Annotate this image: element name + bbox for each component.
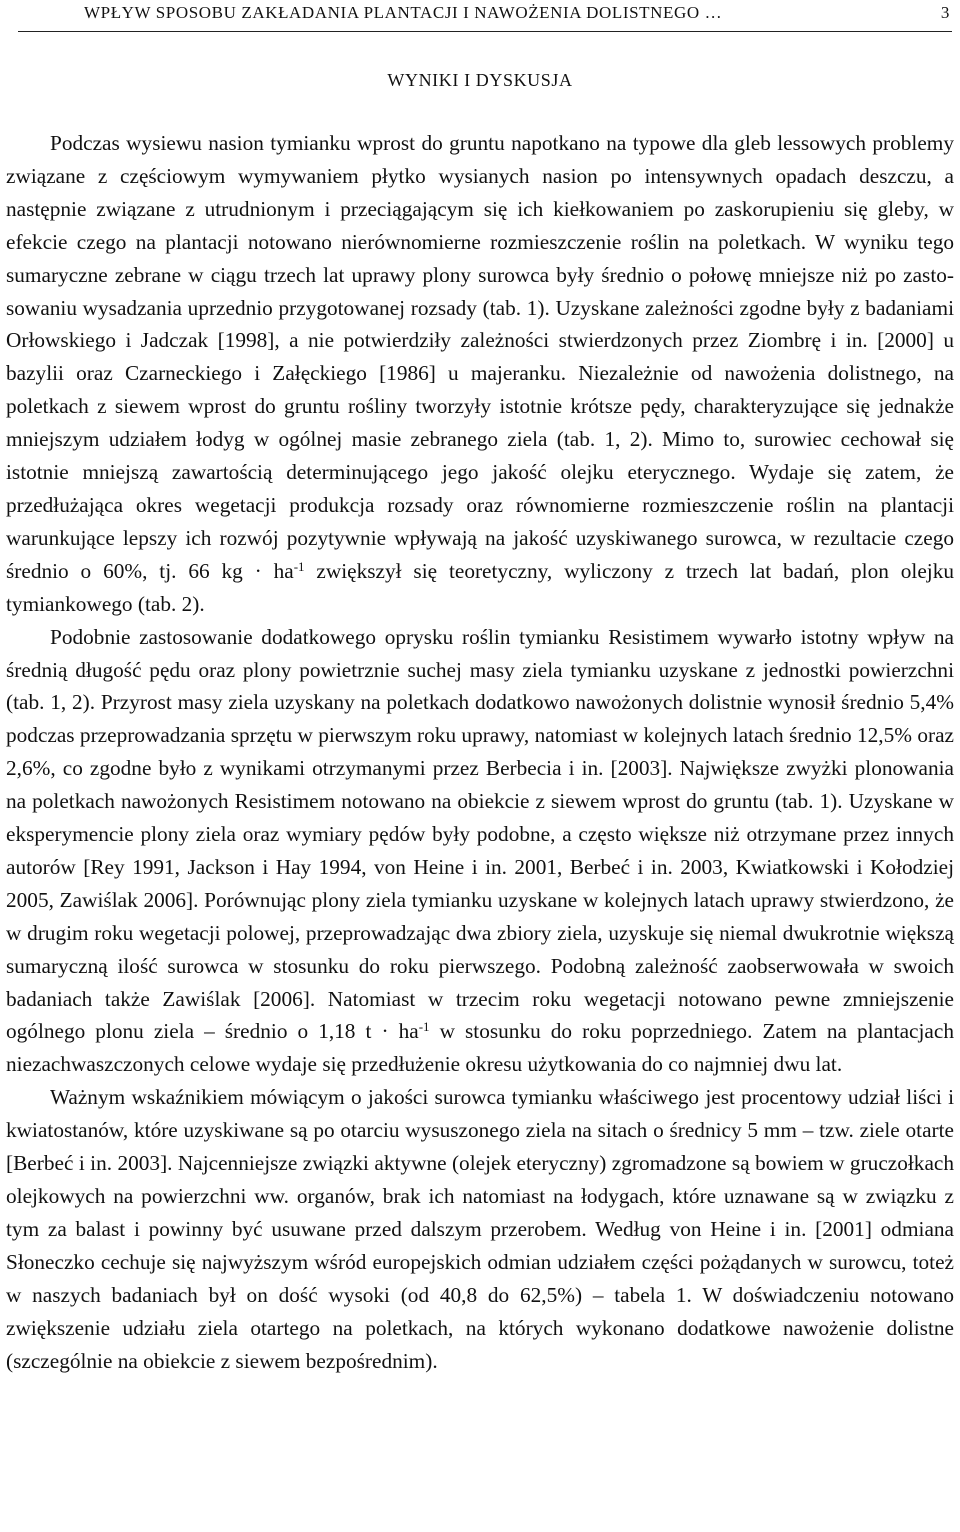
paragraph-2 bbox=[6, 621, 954, 1082]
paragraph-2-text-end: w stosunku do roku poprzedniego. Zatem na plantacjach niezachwaszczonych celowe wydaje się przedłużenie okresu użytkowania do co najmniej dwu lat. bbox=[6, 1019, 954, 1077]
paragraph-2-text: Podobnie zastosowanie dodatkowego oprysku roślin tymianku Resistimem wywarło istotny wpływ na średnią długość pędu oraz plony powietrznie suchej masy ziela tymianku uzyskane z jednostki powierzchni (tab. 1, 2). Przyrost masy ziela uzyskany na poletkach dodatkowo nawożonych dolistnie wynosił średnio 5,4% podczas przeprowadzania sprzętu w pierwszym roku uprawy, natomiast w kolejnych latach średnio 12,5% oraz 2,6%, co zgodne było z wynikami otrzymanymi przez Berbecia i in. [2003]. Największe zwyżki plonowania na poletkach nawożonych Resistimem notowano na obiekcie z siewem wprost do gruntu (tab. 1). Uzyskane w eksperymencie plony ziela oraz wymiary pędów były podobne, a często większe niż otrzymane przez innych autorów [Rey 1991, Jackson i Hay 1994, von Heine i in. 2001, Berbeć i in. 2003, Kwiatkowski i Kołodziej 2005, Zawiślak 2006]. Porównując plony ziela tymianku uzyskane w kolejnych latach uprawy stwierdzono, że w drugim roku wegetacji polowej, przeprowadzając dwa zbiory ziela, uzyskuje się niemal dwukrotnie większą sumaryczną ilość surowca w stosunku do roku pierwszego. Podobną zależność zaobserwowała w swoich badaniach także Zawiślak [2006]. Natomiast w trzecim roku wegetacji notowano pewne zmniejszenie ogólnego plonu ziela – średnio o 1,18 t · ha bbox=[6, 624, 954, 1044]
running-header-title: WPŁYW SPOSOBU ZAKŁADANIA PLANTACJI I NAWOŻENIA DOLISTNEGO … bbox=[84, 3, 723, 22]
paragraph-1-text-end: zwiększył się teoretyczny, wyliczony z trzech lat badań, plon olejku tymiankowego (tab. 2). bbox=[6, 558, 954, 616]
paragraph-3-text: Ważnym wskaźnikiem mówiącym o jakości surowca tymianku właściwego jest procentowy udział liści i kwiatostanów, które uzyskiwane są po otarciu wysuszonego ziela na sitach o średnicy 5 mm – tzw. ziele otarte [Berbeć i in. 2003]. Najcenniejsze związki aktywne (olejek eteryczny) zgromadzone są bowiem w gruczołkach olejkowych na powierzchni ww. organów, brak ich natomiast na łodygach, które uznawane są w związku z tym za balast i powinny być usuwane przed dalszym przerobem. Według von Heine i in. [2001] odmiana Słoneczko cechuje się najwyższym wśród europejskich odmian udziałem części pożądanych w surowcu, toteż w naszych badaniach był on dość wysoki (od 40,8 do 62,5%) – tabela 1. W doświadczeniu notowano zwiększenie udziału ziela otartego na poletkach, na których wykonano dodatkowe nawożenie dolistne (szczególnie na obiekcie z siewem bezpośrednim). bbox=[6, 1085, 954, 1373]
paragraph-1-text: Podczas wysiewu nasion tymianku wprost do gruntu napotkano na typowe dla gleb lessowych problemy związane z częściowym wymywaniem płytko wysianych nasion po intensywnych opadach deszczu, a następnie związane z utrudnionym i przeciągającym się ich kiełkowaniem po zaskorupieniu się gleby, w efekcie czego na plantacji notowano nierównomierne rozmieszczenie roślin na poletkach. W wyniku tego sumaryczne zebrane w ciągu trzech lat uprawy plony surowca były średnio o połowę mniejsze niż po zastosowaniu wysadzania uprzednio przygotowanej rozsady (tab. 1). Uzyskane zależności zgodne były z badaniami Orłowskiego i Jadczak [1998], a nie potwierdziły zależności stwierdzonych przez Ziombrę i in. [2000] u bazylii oraz Czarneckiego i Załęckiego [1986] u majeranku. Niezależnie od nawożenia dolistnego, na poletkach z siewem wprost do gruntu rośliny tworzyły istotnie krótsze pędy, charakteryzujące się jednakże mniejszym udziałem łodyg w ogólnej masie zebranego ziela (tab. 1, 2). Mimo to, surowiec cechował się istotnie mniejszą zawartością determinującego jego jakość olejku eterycznego. Wydaje się zatem, że przedłużająca okres wegetacji produkcja rozsady oraz równomierne rozmieszczenie roślin na plantacji warunkujące lepszy ich rozwój pozytywnie wpływają na jakość uzyskiwanego surowca, w rezultacie czego średnio o 60%, tj. 66 kg · ha bbox=[6, 131, 954, 583]
paragraph-1-superscript: -1 bbox=[293, 558, 305, 574]
running-header bbox=[18, 2, 952, 32]
paragraph-3 bbox=[6, 1081, 954, 1377]
paragraph-2-superscript: -1 bbox=[418, 1019, 430, 1035]
paragraph-1 bbox=[6, 127, 954, 621]
body-text bbox=[6, 127, 954, 1377]
page-number: 3 bbox=[940, 3, 950, 22]
section-heading: WYNIKI I DYSKUSJA bbox=[387, 70, 573, 90]
